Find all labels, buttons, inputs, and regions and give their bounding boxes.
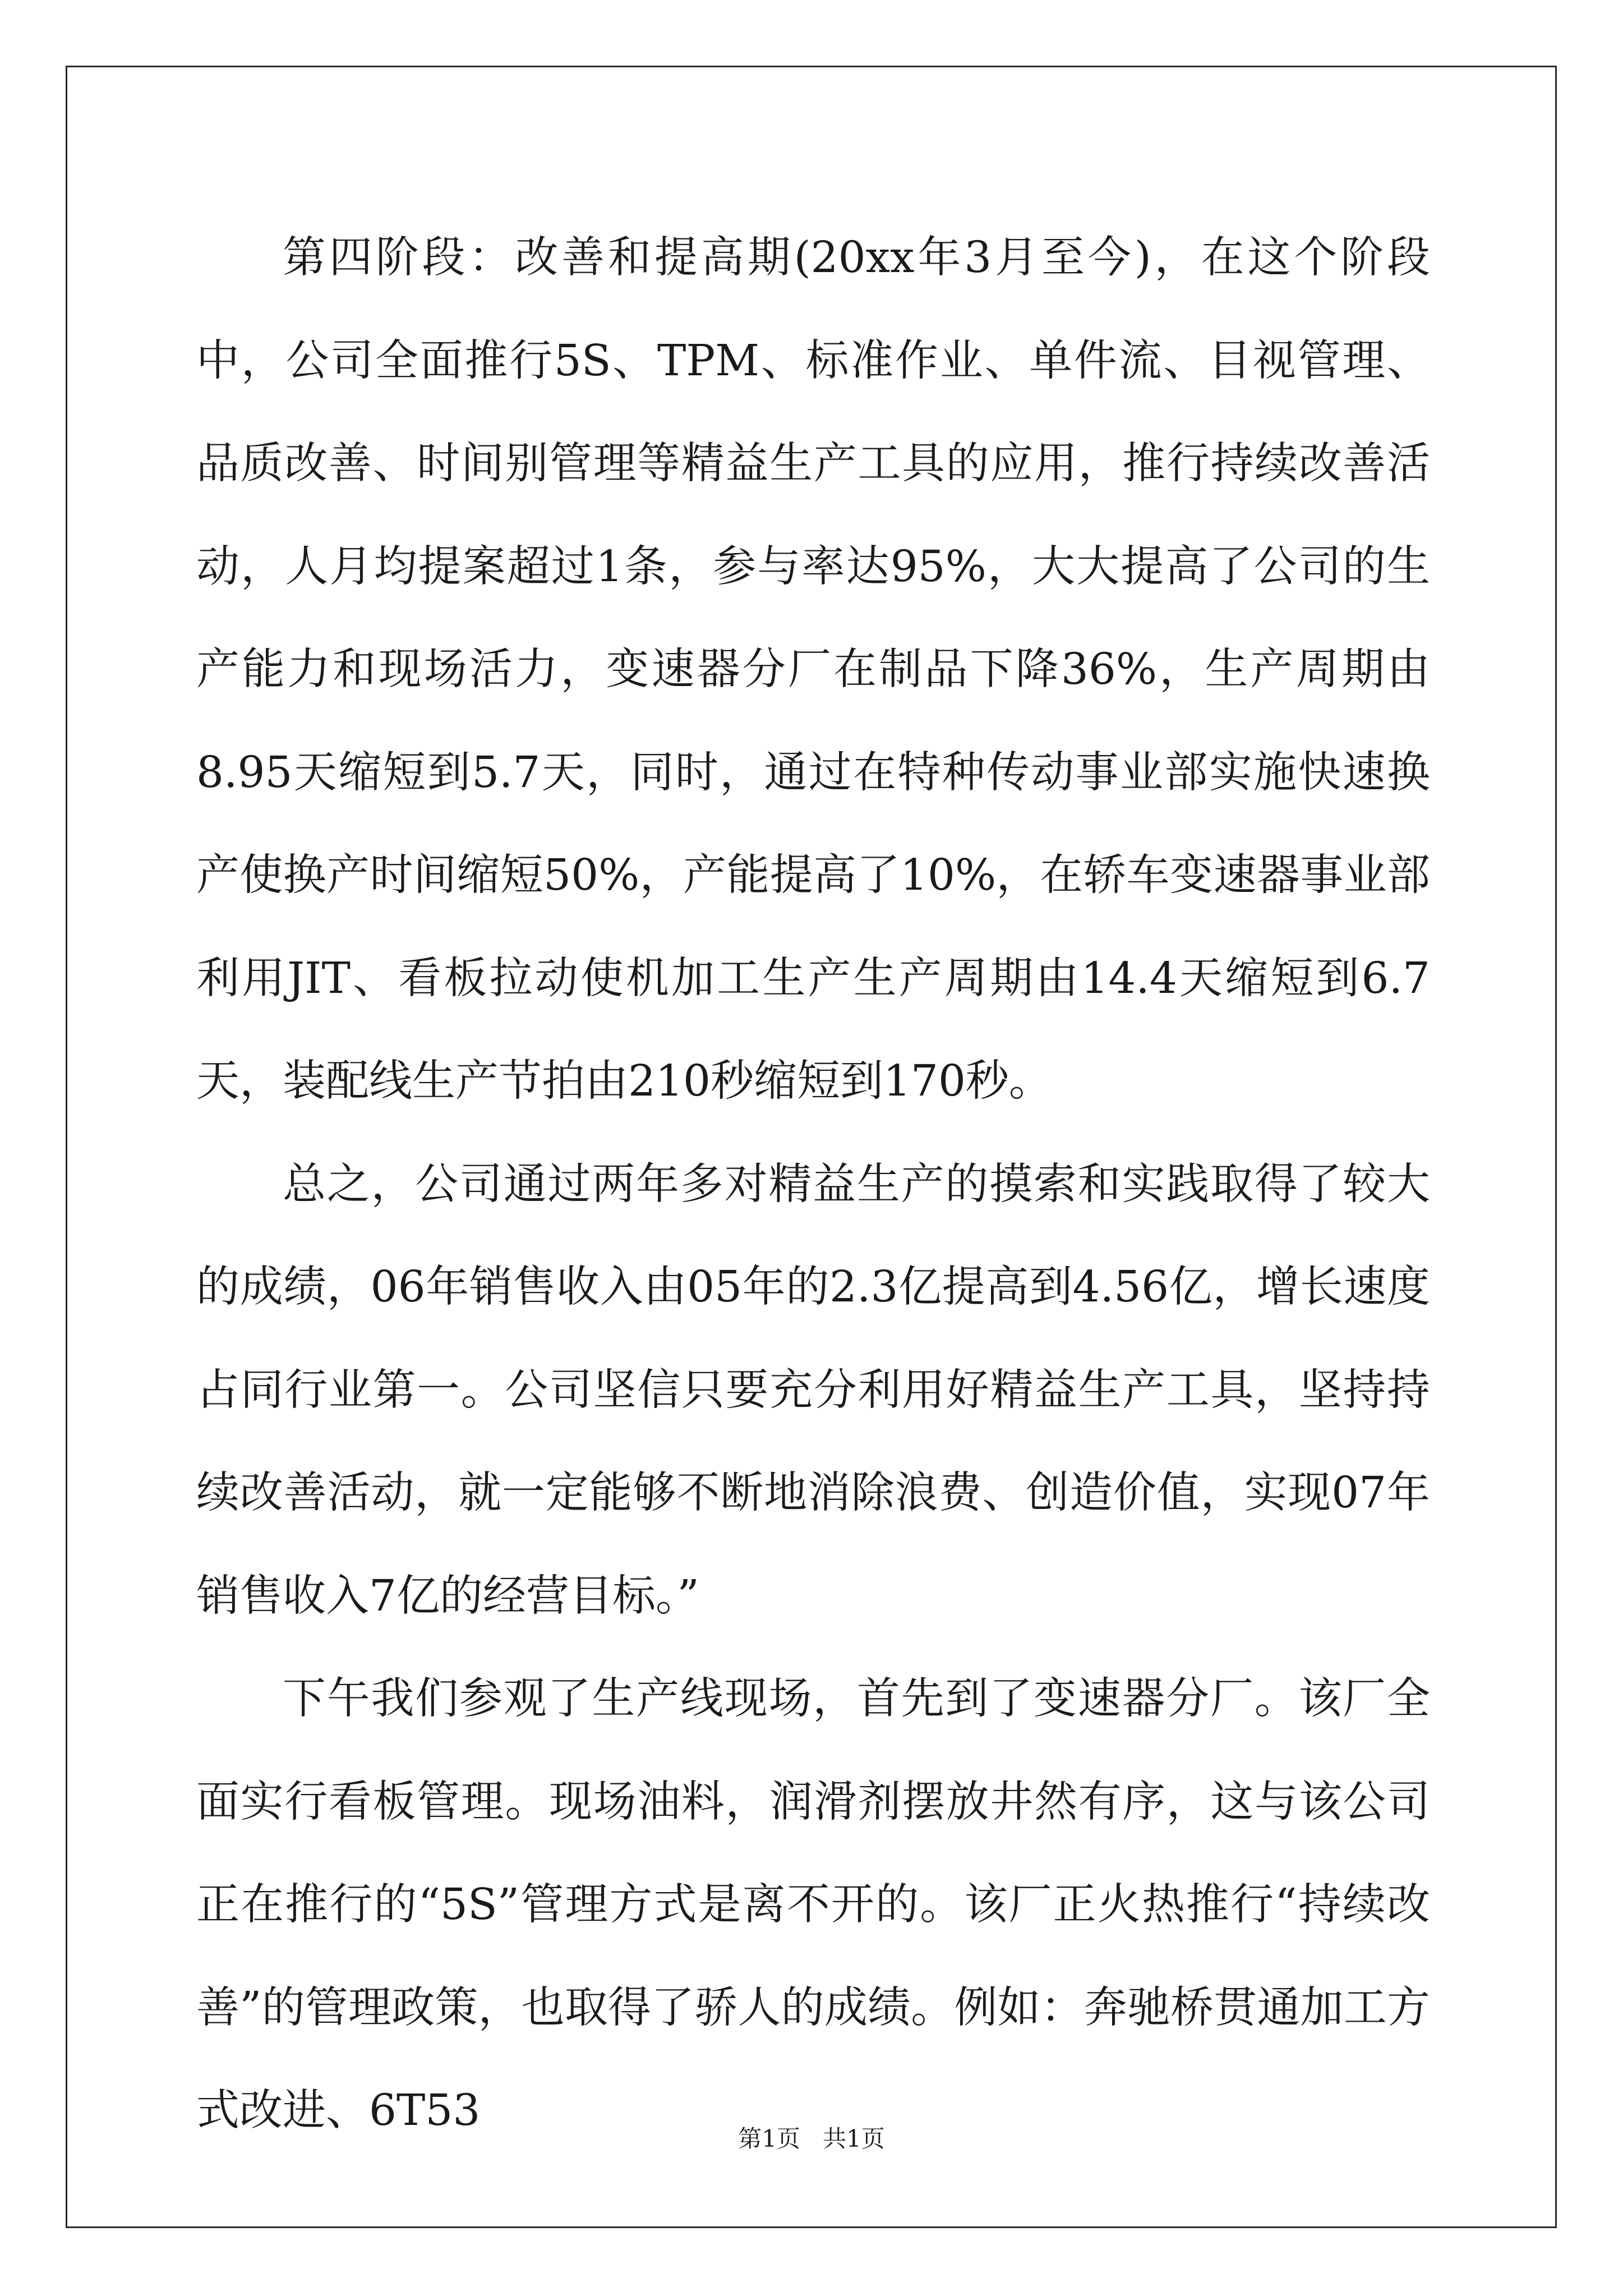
- document-body: [196, 206, 1430, 2162]
- paragraph-summary: 总之，公司通过两年多对精益生产的摸索和实践取得了较大的成绩，06年销售收入由05年的2.3亿提高到4.56亿，增长速度占同行业第一。公司坚信只要充分利用好精益生产工具，坚持持续改善活动，就一定能够不断地消除浪费、创造价值，实现07年销售收入7亿的经营目标。”: [196, 1159, 1430, 1621]
- page-footer: 第1页 共1页: [738, 2125, 885, 2152]
- paragraph-site-visit: 下午我们参观了生产线现场，首先到了变速器分厂。该厂全面实行看板管理。现场油料，润滑剂摆放井然有序，这与该公司正在推行的“5S”管理方式是离不开的。该厂正火热推行“持续改善”的管理政策，也取得了骄人的成绩。例如：奔驰桥贯通加工方式改进、6T53: [196, 1674, 1430, 2136]
- paragraph-stage-four: 第四阶段：改善和提高期(20xx年3月至今)，在这个阶段中，公司全面推行5S、TPM、标准作业、单件流、目视管理、品质改善、时间别管理等精益生产工具的应用，推行持续改善活动，人月均提案超过1条，参与率达95%，大大提高了公司的生产能力和现场活力，变速器分厂在制品下降36%，生产周期由8.95天缩短到5.7天，同时，通过在特种传动事业部实施快速换产使换产时间缩短50%，产能提高了10%，在轿车变速器事业部利用JIT、看板拉动使机加工生产生产周期由14.4天缩短到6.7天，装配线生产节拍由210秒缩短到170秒。: [196, 233, 1430, 1106]
